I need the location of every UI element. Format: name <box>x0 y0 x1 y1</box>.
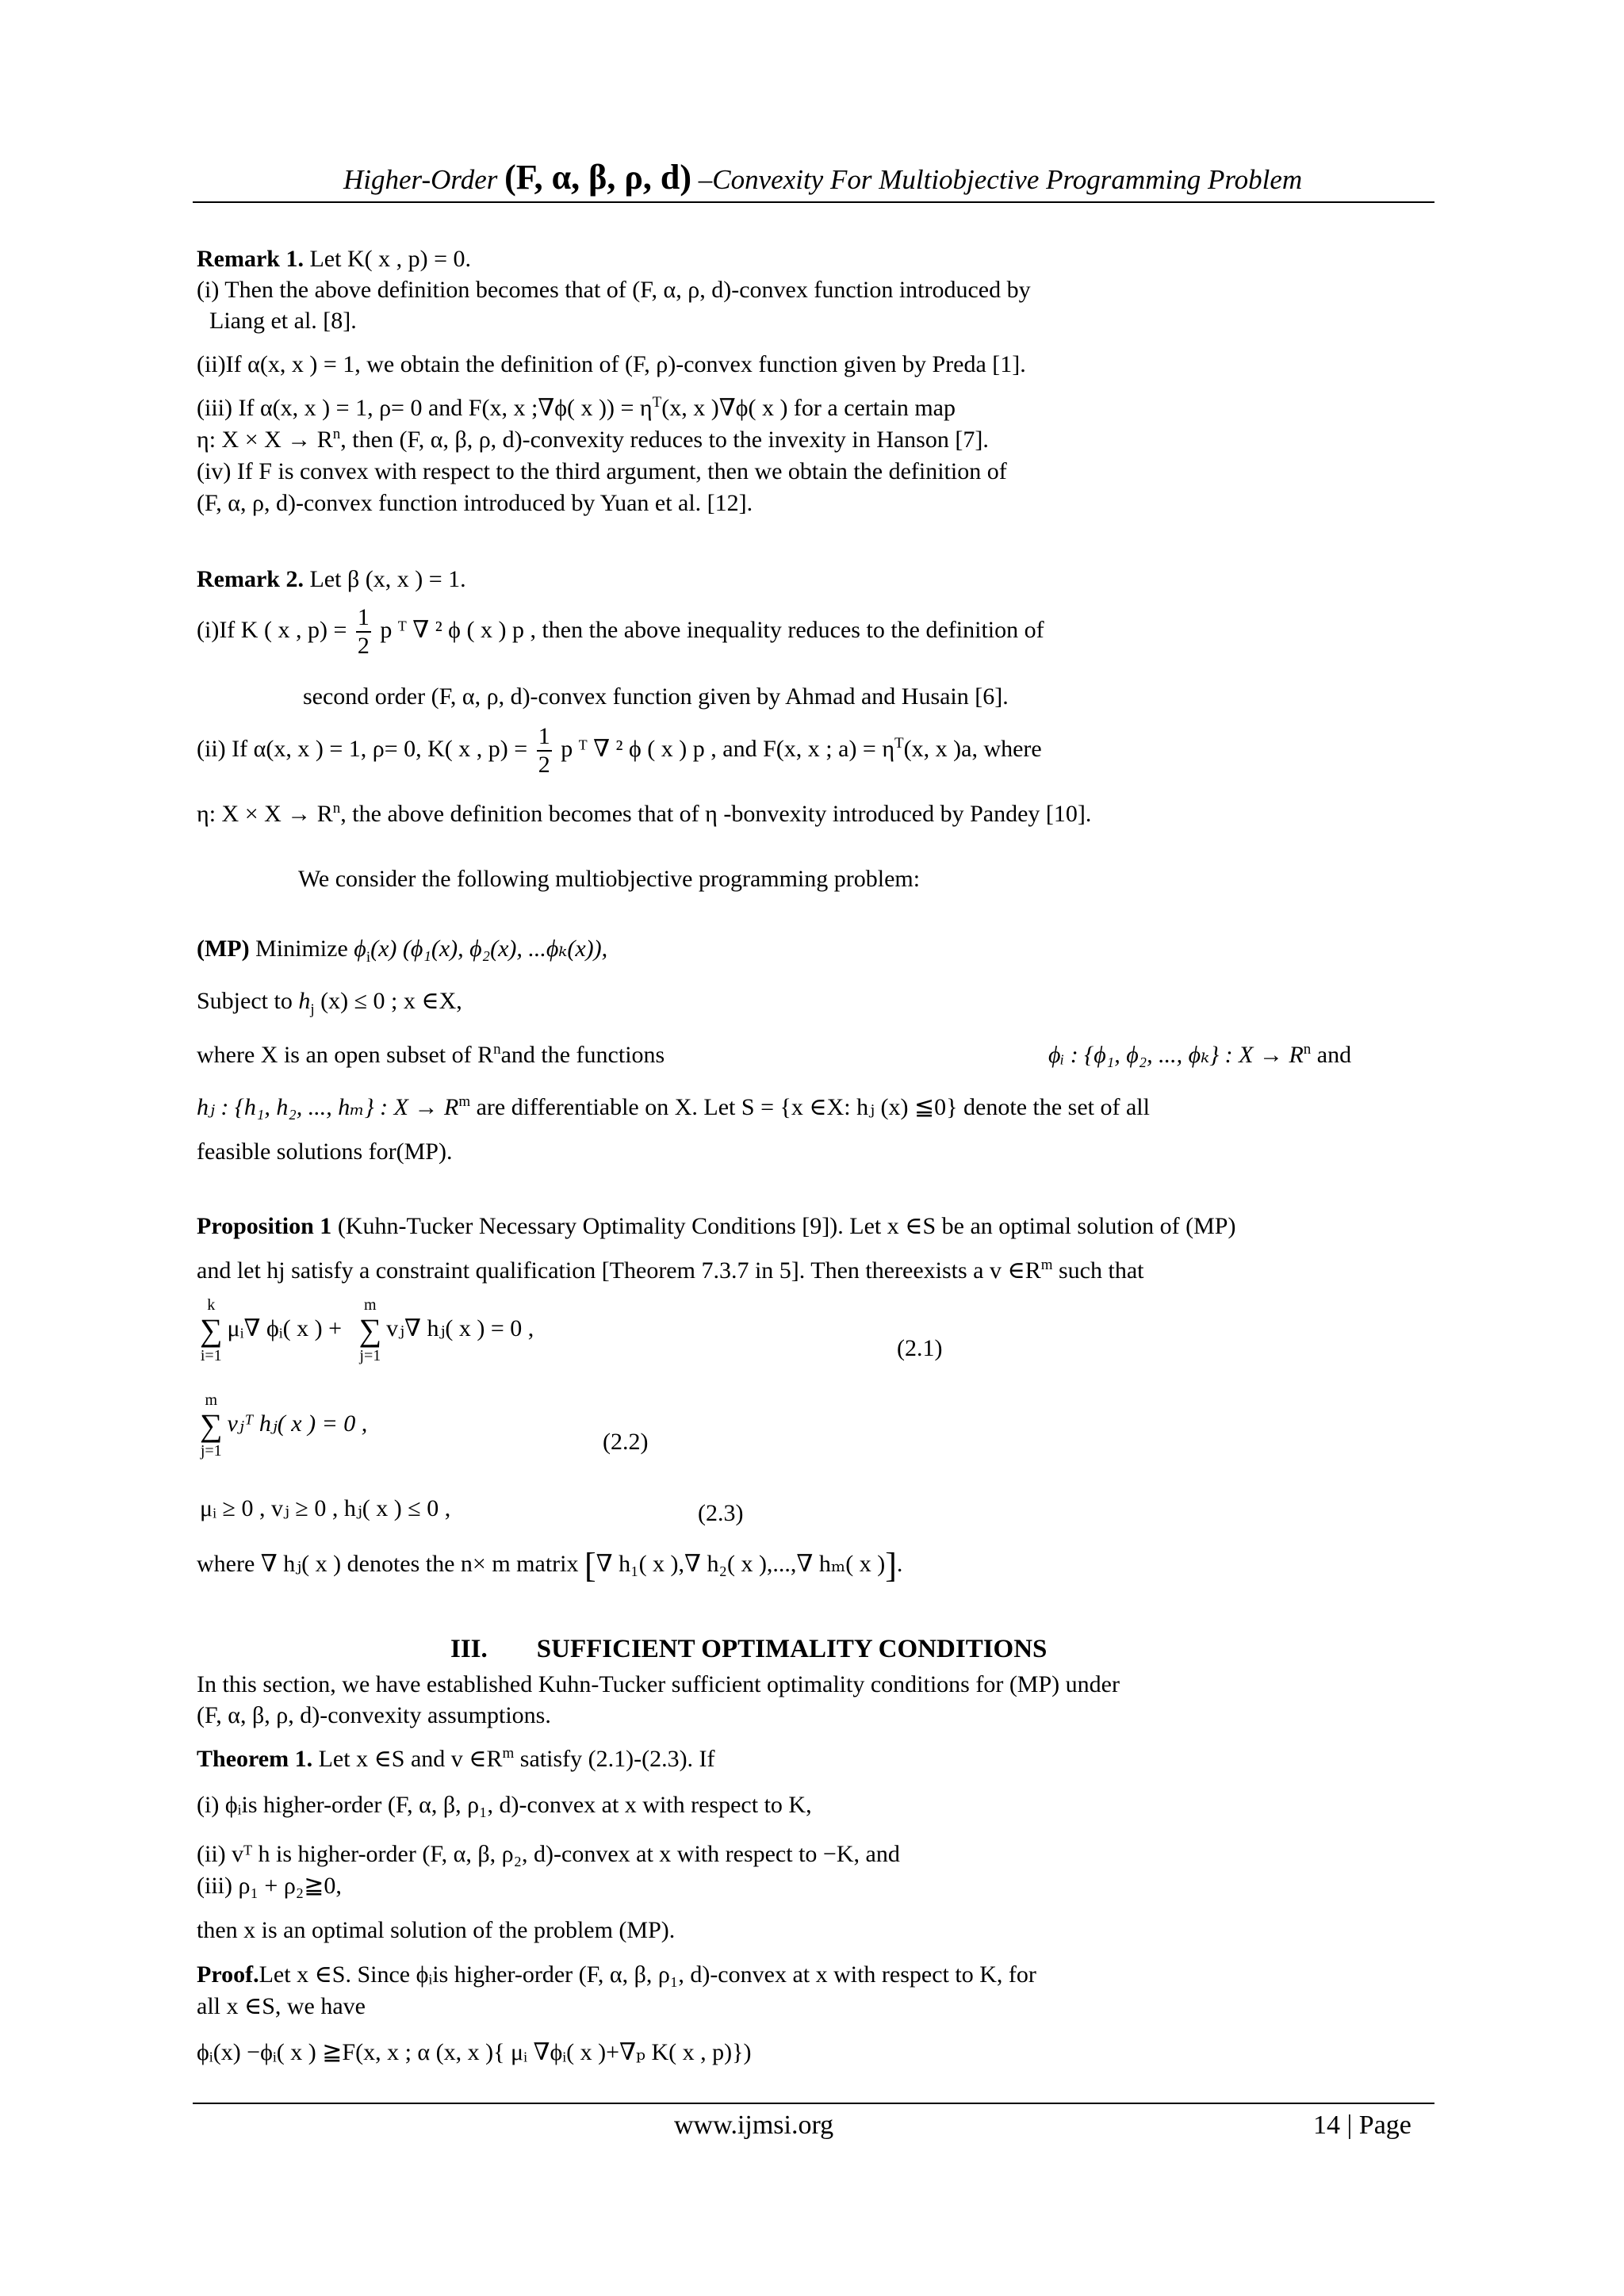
sum-upper: m <box>205 1391 218 1409</box>
prop1-text-a: (Kuhn-Tucker Necessary Optimality Conditions [9]). Let x ∈S be an optimal solution of (MP) <box>331 1213 1236 1239</box>
theorem1-intro-sup: m <box>502 1745 515 1762</box>
sigma-glyph: ∑ <box>358 1312 382 1348</box>
prop1-line1 <box>197 1211 1235 1242</box>
prop1-where-line <box>197 1546 903 1586</box>
header-rule <box>193 201 1434 203</box>
consider-line: We consider the following multiobjective programming problem: <box>298 866 921 892</box>
remark2-item-ii-d-line <box>197 799 1091 829</box>
theorem1-title: Theorem 1. <box>197 1746 313 1772</box>
remark1-intro: Let K( x , p) = 0. <box>303 246 472 272</box>
equation-2-2 <box>200 1392 367 1459</box>
remark2-item-ii-sup: T <box>894 734 904 752</box>
remark2-hessian-1: p ᵀ ∇ ² ϕ ( x ) <box>380 616 507 643</box>
remark1-item-iii-c-sup: n <box>332 426 341 442</box>
running-header <box>343 157 1302 197</box>
remark2-title: Remark 2. <box>197 566 304 592</box>
remark1-item-iii-line1 <box>197 393 956 423</box>
right-bracket: ] <box>885 1546 897 1586</box>
sum-symbol <box>200 1392 223 1459</box>
eq2-body: vⱼᵀ hⱼ( x ) = 0 , <box>227 1410 368 1437</box>
theorem1-intro-a: Let x ∈S and v ∈R <box>312 1746 503 1772</box>
remark2-intro: Let β (x, x ) = 1. <box>303 566 466 592</box>
mp-where-sup: n <box>493 1041 501 1058</box>
theorem1-intro-b: satisfy (2.1)-(2.3). If <box>514 1746 715 1772</box>
equation-2-3: μᵢ ≥ 0 , vⱼ ≥ 0 , hⱼ( x ) ≤ 0 , <box>200 1495 451 1521</box>
fraction-numerator: 1 <box>537 723 552 752</box>
footer-site[interactable]: www.ijmsi.org <box>674 2110 834 2140</box>
eq1-end: vⱼ∇ hⱼ( x ) = 0 , <box>386 1314 534 1341</box>
fraction-denominator: 2 <box>538 752 550 778</box>
mp-constraint-rest: (x) ≤ 0 ; x ∈X, <box>314 988 462 1014</box>
mp-h-rest: are differentiable on X. Let S = {x ∈X: hⱼ (x) ≦0} denote the set of all <box>470 1094 1150 1120</box>
theorem1-cond-i: (i) ϕᵢis higher-order (F, α, β, ρ₁, d)-convex at x with respect to K, <box>197 1792 812 1818</box>
eq1-mid: μᵢ∇ ϕᵢ( x ) + <box>227 1314 343 1341</box>
mp-objective: ϕ <box>354 936 366 962</box>
header-prefix: Higher-Order <box>343 164 505 195</box>
left-bracket: [ <box>584 1546 596 1586</box>
section-intro-a: In this section, we have established Kuhn-Tucker sufficient optimality conditions for (MP) under <box>197 1671 1120 1697</box>
sum-lower: j=1 <box>359 1347 381 1364</box>
mp-constraint-sub: j <box>310 1001 315 1018</box>
remark2-fraction-2 <box>537 723 552 779</box>
remark1-item-iv-a: (iv) If F is convex with respect to the third argument, then we obtain the definition of <box>197 458 1007 484</box>
prop1-where-end: . <box>896 1551 903 1577</box>
remark1-item-iii-sup: T <box>652 394 662 411</box>
mp-subject: Subject to <box>197 988 299 1014</box>
prop1-where-a: where ∇ hⱼ( x ) denotes the n× m matrix <box>197 1551 584 1577</box>
section-number: III. <box>450 1635 488 1663</box>
proof-inequality: ϕᵢ(x) −ϕᵢ( x ) ≧F(x, x ; α (x, x ){ μᵢ ∇ϕᵢ( x )+∇ₚ K( x , p)}) <box>197 2039 752 2065</box>
remark2-item-ii-line <box>197 723 1042 779</box>
mp-constraint: h <box>298 988 311 1014</box>
remark2-item-ii-d-sup: n <box>332 800 341 817</box>
remark2-item-i-c: second order (F, α, ρ, d)-convex function given by Ahmad and Husain [6]. <box>303 683 1009 710</box>
mp-where-a: where X is an open subset of R <box>197 1042 494 1068</box>
sum-upper: m <box>364 1296 377 1314</box>
remark2-item-ii-c: (x, x )a, where <box>903 735 1042 762</box>
mp-feasible: feasible solutions for(MP). <box>197 1138 453 1165</box>
mp-and: and <box>1311 1042 1352 1068</box>
sum-lower: i=1 <box>200 1347 222 1364</box>
remark2-item-ii-d2: , the above definition becomes that of η -bonvexity introduced by Pandey [10]. <box>340 801 1092 827</box>
remark2-item-ii-b: p , and F(x, x ; a) = η <box>687 735 895 762</box>
mp-phi-set: ϕᵢ : {ϕ₁, ϕ₂, ..., ϕₖ} : X → R <box>1048 1042 1304 1068</box>
proof-text-a: Let x ∈S. Since ϕᵢis higher-order (F, α, β, ρ₁, d)-convex at x with respect to K, for <box>259 1961 1036 1988</box>
header-suffix: –Convexity For Multiobjective Programming Problem <box>691 164 1303 195</box>
mp-objective-sub: i <box>366 949 371 966</box>
remark1-title: Remark 1. <box>197 246 304 272</box>
theorem1-cond-ii: (ii) vᵀ h is higher-order (F, α, β, ρ₂, d)-convex at x with respect to −K, and <box>197 1841 900 1867</box>
prop1-where-matrix: ∇ h₁( x ),∇ h₂( x ),...,∇ hₘ( x ) <box>596 1551 886 1577</box>
sum-symbol <box>359 1297 382 1364</box>
remark2-fraction-1 <box>356 604 371 660</box>
mp-objective-line <box>197 934 607 964</box>
footer-rule <box>193 2103 1434 2104</box>
sum-symbol <box>200 1297 223 1364</box>
mp-constraint-line <box>197 986 462 1016</box>
remark2-item-i-a: (i)If K ( x , p) = <box>197 616 353 643</box>
fraction-numerator: 1 <box>356 604 371 633</box>
footer-page: 14 | Page <box>1313 2110 1411 2140</box>
mp-h-set-line <box>197 1093 1150 1123</box>
remark1-item-iii-a: (iii) If α(x, x ) = 1, ρ= 0 and F(x, x ;∇ϕ( x )) = η <box>197 395 653 421</box>
theorem1-intro-line <box>197 1744 715 1774</box>
remark2-item-ii-a: (ii) If α(x, x ) = 1, ρ= 0, K( x , p) = <box>197 735 534 762</box>
proof-line1 <box>197 1960 1036 1990</box>
remark1-item-iv-b: (F, α, ρ, d)-convex function introduced by Yuan et al. [12]. <box>197 490 753 516</box>
equation-number-2-3: (2.3) <box>698 1500 744 1526</box>
remark1-item-ii: (ii)If α(x, x ) = 1, we obtain the definition of (F, ρ)-convex function given by Preda [1]. <box>197 351 1026 377</box>
header-params: (F, α, β, ρ, d) <box>504 158 692 197</box>
proof-text-b: all x ∈S, we have <box>197 1993 366 2019</box>
prop1-text-b: and let hj satisfy a constraint qualification [Theorem 7.3.7 in 5]. Then thereexists a v ∈R <box>197 1257 1041 1284</box>
remark2-item-i-b: p , then the above inequality reduces to the definition of <box>506 616 1044 643</box>
section-heading <box>450 1635 1047 1664</box>
prop1-text-b2: such that <box>1052 1257 1144 1284</box>
prop1-text-b-sup: m <box>1040 1257 1053 1273</box>
theorem1-cond-iii: (iii) ρ₁ + ρ₂≧0, <box>197 1873 342 1899</box>
mp-where-line <box>197 1040 665 1070</box>
remark1-intro-line <box>197 244 471 274</box>
prop1-line2 <box>197 1256 1143 1286</box>
mp-label: (MP) <box>197 936 250 962</box>
proof-title: Proof. <box>197 1961 259 1988</box>
sigma-glyph: ∑ <box>200 1312 223 1348</box>
remark1-item-iii-b: (x, x )∇ϕ( x ) for a certain map <box>661 395 956 421</box>
sigma-glyph: ∑ <box>200 1407 223 1443</box>
theorem1-then: then x is an optimal solution of the problem (MP). <box>197 1917 676 1943</box>
remark1-item-iii-c1: η: X × X → R <box>197 427 333 453</box>
mp-phi-set-sup: n <box>1303 1041 1312 1058</box>
remark1-item-iii-c2: , then (F, α, β, ρ, d)-convexity reduces to the invexity in Hanson [7]. <box>340 427 989 453</box>
remark2-item-ii-d1: η: X × X → R <box>197 801 333 827</box>
mp-phi-set-line <box>1048 1040 1351 1070</box>
prop1-title: Proposition 1 <box>197 1213 332 1239</box>
mp-h-set-sup: m <box>458 1093 471 1110</box>
section-intro-b: (F, α, β, ρ, d)-convexity assumptions. <box>197 1702 551 1728</box>
remark1-item-iii-line2 <box>197 425 989 455</box>
equation-number-2-2: (2.2) <box>603 1429 649 1455</box>
mp-h-set: hⱼ : {h₁, h₂, ..., hₘ} : X → R <box>197 1094 459 1120</box>
equation-2-1 <box>200 1297 534 1364</box>
sum-lower: j=1 <box>200 1442 222 1460</box>
remark1-item-i-b: Liang et al. [8]. <box>209 308 357 334</box>
sum-upper: k <box>207 1296 216 1314</box>
equation-number-2-1: (2.1) <box>897 1335 943 1361</box>
remark2-item-i-line <box>197 604 1044 660</box>
mp-where-b: and the functions <box>500 1042 665 1068</box>
remark2-intro-line <box>197 564 466 595</box>
fraction-denominator: 2 <box>357 633 370 659</box>
remark2-hessian-2: p ᵀ ∇ ² ϕ ( x ) <box>561 735 688 762</box>
mp-objective-rest: (x) (ϕ₁(x), ϕ₂(x), ...ϕₖ(x)), <box>370 936 608 962</box>
section-title: SUFFICIENT OPTIMALITY CONDITIONS <box>536 1635 1048 1663</box>
mp-minimize: Minimize <box>249 936 354 962</box>
remark1-item-i-a: (i) Then the above definition becomes that of (F, α, ρ, d)-convex function introduced by <box>197 277 1031 303</box>
